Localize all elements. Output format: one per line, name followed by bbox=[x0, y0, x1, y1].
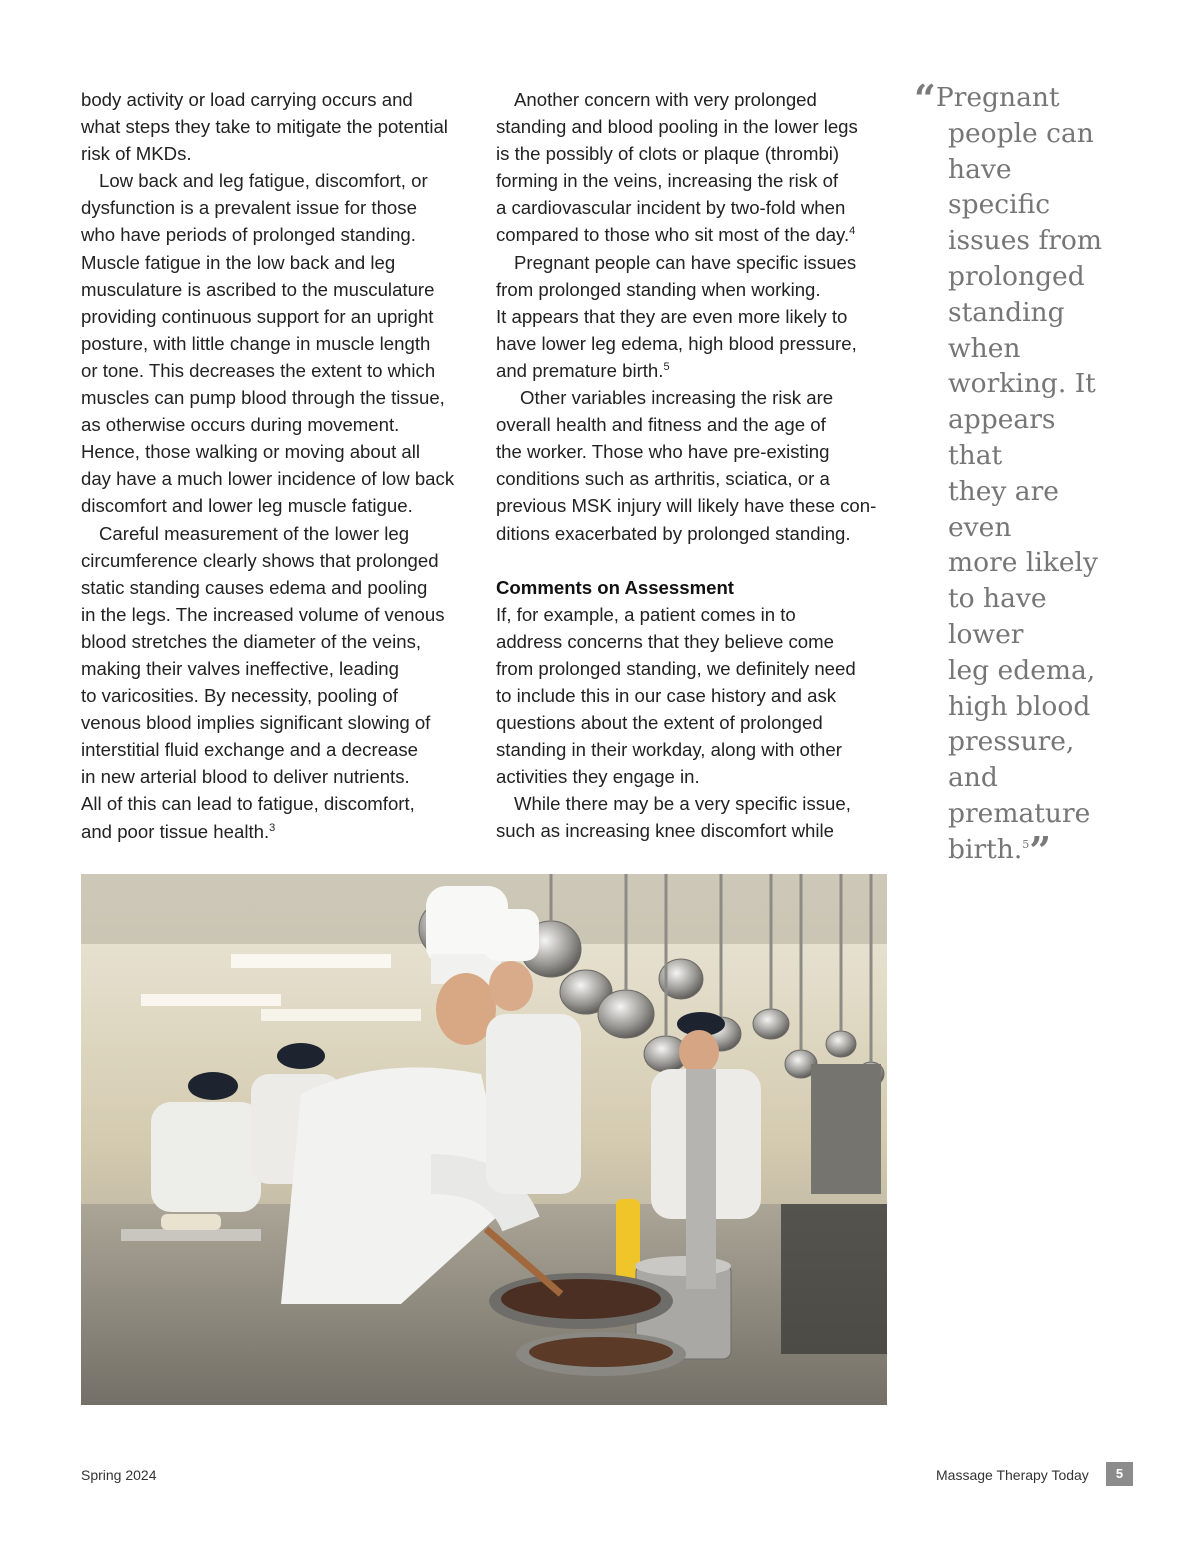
body-paragraph: Other variables increasing the risk are overall health and fitness and the age of the worker. Those who have pre-existing conditions such as arthritis, sciatica, or a previous MSK injury will likely have these con- ditions exacerbated by prolonged standing. bbox=[496, 387, 877, 544]
text-column-1 bbox=[81, 86, 473, 845]
section-heading: Comments on Assessment bbox=[496, 576, 734, 598]
footnote-ref: 5 bbox=[1022, 837, 1030, 851]
photo-illustration bbox=[81, 874, 887, 1405]
footer-issue: Spring 2024 bbox=[81, 1467, 157, 1483]
open-quote-mark: “ bbox=[914, 76, 936, 121]
footer-publication: Massage Therapy Today bbox=[936, 1467, 1089, 1483]
body-paragraph-text: Pregnant people can have specific issues from prolonged standing when working. It appears that they are even more likely to have lower leg edema, high blood pressure, and premature birth. bbox=[496, 251, 857, 381]
close-quote-mark: ” bbox=[1029, 827, 1052, 873]
footnote-ref: 3 bbox=[269, 821, 276, 834]
body-paragraph: Low back and leg fatigue, discomfort, or dysfunction is a prevalent issue for those who have periods of prolonged standing. Muscle fatigue in the low back and leg musculature is ascribed to the musculature providing continuous support for an upright posture, with little change in muscle length or tone. This decreases the extent to which muscles can pump blood through the tissue, as otherwise occurs during movement. Hence, those walking or moving about all day have a much lower incidence of low back discomfort and lower leg muscle fatigue. bbox=[81, 170, 455, 517]
body-paragraph bbox=[496, 86, 888, 249]
body-paragraph bbox=[81, 520, 473, 845]
pull-quote-text: Pregnant people can have specific issues from prolonged standing when working. It appears that they are even more likely to have lower leg edema, high blood pressure, and premature birth. bbox=[935, 82, 1103, 865]
page-number: 5 bbox=[1106, 1462, 1133, 1486]
body-paragraph-text: Careful measurement of the lower leg circumference clearly shows that prolonged static standing causes edema and pooling in the legs. The increased volume of venous blood stretches the diameter of the veins, making their valves ineffective, leading to varicosities. By necessity, pooling of venous blood implies significant slowing of interstitial fluid exchange and a decrease in new arterial blood to deliver nutrients. All of this can lead to fatigue, discomfort, and poor tissue health. bbox=[81, 522, 445, 842]
pull-quote bbox=[914, 76, 1114, 873]
text-column-2 bbox=[496, 86, 888, 845]
body-paragraph bbox=[496, 249, 888, 384]
kitchen-chefs-photo bbox=[81, 874, 887, 1405]
footnote-ref: 4 bbox=[849, 225, 856, 238]
body-paragraph-text: Another concern with very prolonged standing and blood pooling in the lower legs is the possibly of clots or plaque (thrombi) forming in the veins, increasing the risk of a cardiovascular incident by two-fold when compared to those who sit most of the day. bbox=[496, 89, 858, 246]
body-paragraph: body activity or load carrying occurs and what steps they take to mitigate the potential risk of MKDs. bbox=[81, 89, 448, 165]
body-paragraph: If, for example, a patient comes in to address concerns that they believe come from prolonged standing, we definitely need to include this in our case history and ask questions about the extent of prolonged standing in their workday, along with other activities they engage in. bbox=[496, 603, 856, 788]
footnote-ref: 5 bbox=[663, 360, 670, 373]
body-paragraph: While there may be a very specific issue, such as increasing knee discomfort while bbox=[496, 793, 851, 842]
